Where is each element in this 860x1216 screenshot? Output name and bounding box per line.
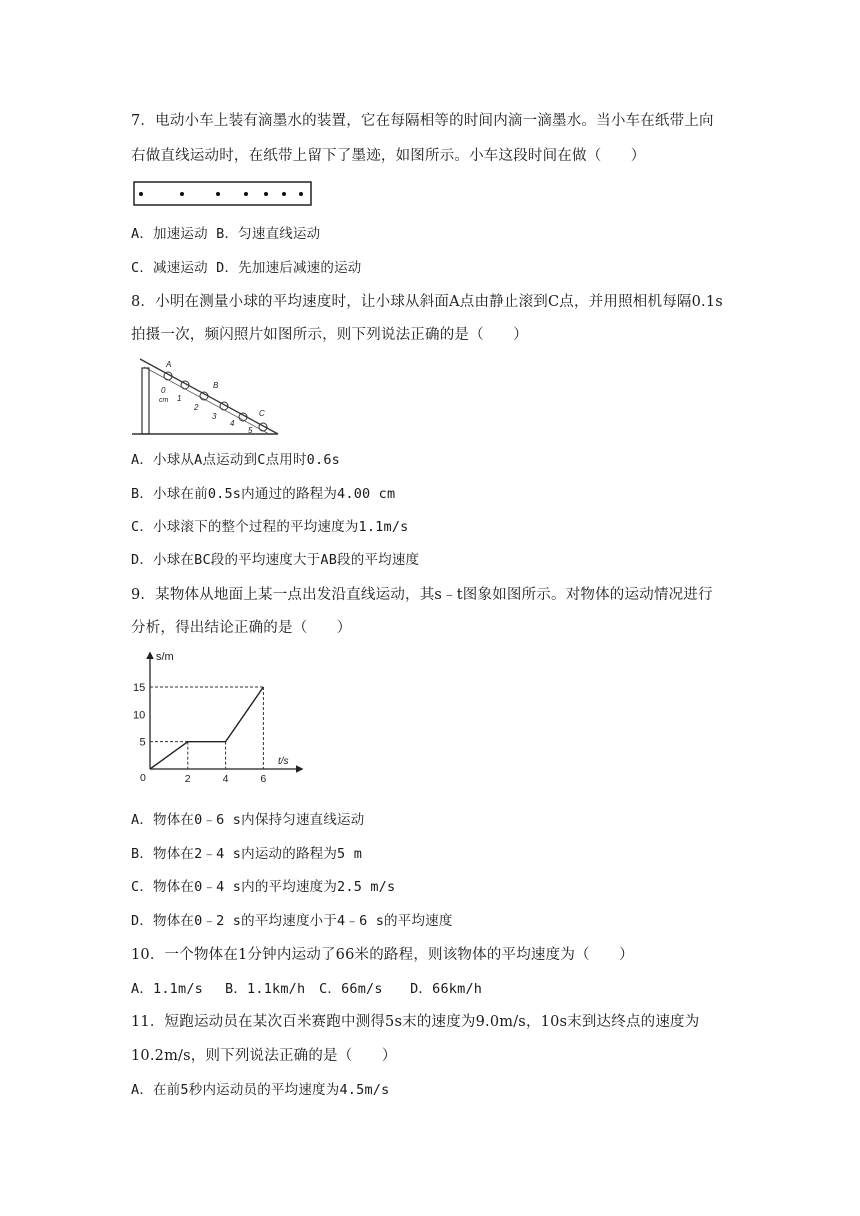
ink-dot — [244, 192, 248, 196]
q11-stem-line2: 10.2m/s，则下列说法正确的是（ ） — [131, 1048, 397, 1064]
q8-option-b: B．小球在前0.5s内通过的路程为4.00 cm — [131, 486, 396, 502]
q9-option-b: B．物体在2﹣4 s内运动的路程为5 m — [131, 846, 363, 862]
q8-stem-line1: 8．小明在测量小球的平均速度时，让小球从斜面A点由静止滚到C点，并用照相机每隔0.1s — [131, 294, 723, 310]
q9-option-c: C．物体在0﹣4 s内的平均速度为2.5 m/s — [131, 879, 396, 895]
x-axis-label: t/s — [278, 756, 289, 767]
scale-label-5: 5 — [248, 426, 253, 435]
ink-dot — [216, 192, 220, 196]
point-label-a: A — [166, 360, 172, 369]
q8-incline-photo-figure — [130, 355, 280, 439]
origin-label: 0 — [140, 772, 146, 784]
q10-options: A．1.1m/s B．1.1km/h C．66m/s D．66km/h — [131, 981, 483, 997]
y-tick-label: 5 — [139, 736, 146, 749]
point-label-b: B — [213, 381, 219, 390]
q7-stem-line2: 右做直线运动时，在纸带上留下了墨迹，如图所示。小车这段时间在做（ ） — [131, 148, 646, 164]
q9-option-a: A．物体在0﹣6 s内保持匀速直线运动 — [131, 812, 365, 828]
q9-st-graph — [128, 647, 308, 797]
series-line — [150, 687, 263, 769]
scale-label-1: 1 — [177, 394, 182, 403]
scale-label-0: 0 — [161, 386, 166, 395]
x-tick-label: 6 — [260, 773, 267, 785]
q11-stem-line1: 11．短跑运动员在某次百米赛跑中测得5s末的速度为9.0m/s，10s末到达终点的速度为 — [131, 1014, 700, 1030]
x-tick-label: 4 — [222, 773, 229, 785]
ink-dot — [299, 192, 303, 196]
q7-options-cd: C．减速运动 D．先加速后减速的运动 — [131, 260, 362, 276]
ink-dot — [180, 192, 184, 196]
scale-unit-cm: cm — [159, 397, 169, 404]
ink-dot — [282, 192, 286, 196]
q11-option-a: A．在前5秒内运动员的平均速度为4.5m/s — [131, 1082, 390, 1098]
q7-options-ab: A．加速运动 B．匀速直线运动 — [131, 226, 321, 242]
point-label-c: C — [259, 409, 265, 418]
q8-option-a: A．小球从A点运动到C点用时0.6s — [131, 452, 340, 468]
q7-stem-line1: 7．电动小车上装有滴墨水的装置，它在每隔相等的时间内滴一滴墨水。当小车在纸带上向 — [131, 113, 714, 129]
q9-option-d: D．物体在0﹣2 s的平均速度小于4﹣6 s的平均速度 — [131, 913, 453, 929]
y-tick-label: 15 — [133, 681, 146, 694]
x-tick-label: 2 — [184, 773, 191, 785]
ink-dot — [139, 192, 143, 196]
y-tick-label: 10 — [133, 709, 146, 722]
q9-stem-line1: 9．某物体从地面上某一点出发沿直线运动，其s﹣t图象如图所示。对物体的运动情况进行 — [131, 587, 713, 603]
scale-label-2: 2 — [194, 403, 199, 412]
scale-label-3: 3 — [212, 412, 217, 421]
ink-dot — [264, 192, 268, 196]
q10-stem: 10．一个物体在1分钟内运动了66米的路程，则该物体的平均速度为（ ） — [131, 947, 634, 963]
q7-ink-tape-figure — [133, 181, 313, 207]
q8-option-d: D．小球在BC段的平均速度大于AB段的平均速度 — [131, 552, 420, 568]
q8-stem-line2: 拍摄一次，频闪照片如图所示，则下列说法正确的是（ ） — [131, 327, 528, 343]
y-axis-label: s/m — [156, 651, 174, 663]
q8-option-c: C．小球滚下的整个过程的平均速度为1.1m/s — [131, 519, 409, 535]
scale-label-4: 4 — [230, 419, 235, 428]
q9-stem-line2: 分析，得出结论正确的是（ ） — [131, 620, 352, 636]
